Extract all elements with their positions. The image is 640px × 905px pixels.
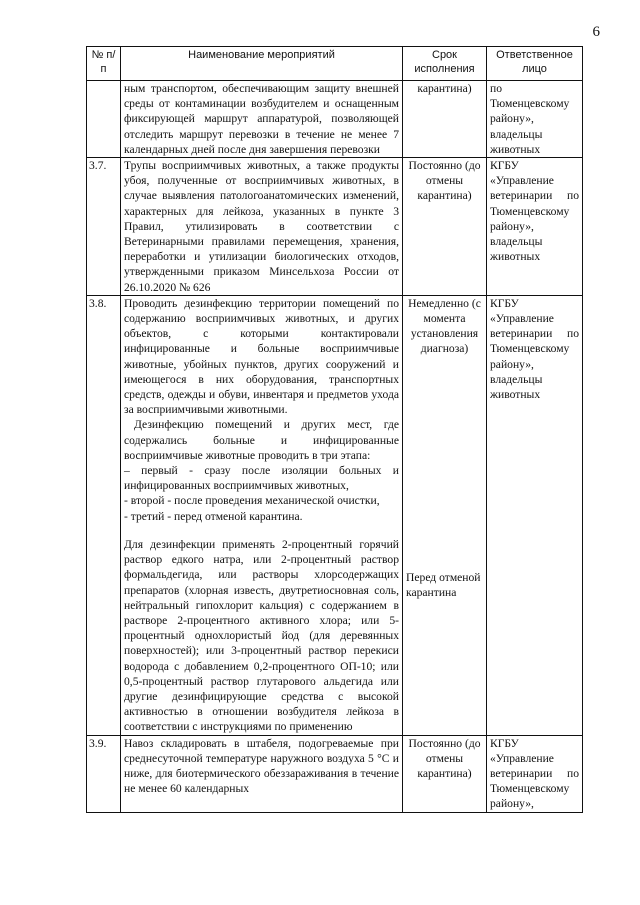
- row-term: [403, 295, 487, 735]
- stage-item: - второй - после проведения механической очистки,: [124, 494, 380, 508]
- term-before-quarantine-end: Перед отменой карантина: [406, 570, 481, 599]
- stage-item: - третий - перед отменой карантина.: [124, 509, 303, 523]
- term-immediately: Немедленно (с момента установления диагноза): [408, 296, 481, 356]
- row-activity: [121, 295, 403, 735]
- header-activity: Наименование мероприятий: [121, 47, 403, 81]
- activity-paragraph: Для дезинфекции применять 2-процентный горячий раствор едкого натра, или 2-процентный раствор формальдегида, или растворы хлорсодержащих препаратов (хлорная известь, двутретиосновная соль, нейтральный гипохлорит кальция) с содержанием в растворе 2-процентного активного хлора; или 5-процентный однохлористый йод (для деревянных поверхностей); или 3-процентный раствор перекиси водорода с добавлением 0,2-процентного ОП-10; или 0,5-процентный раствор глутарового альдегида или другие дезинфицирующие средства с высокой активностью в отношении возбудителя лейкоза в соответствии с инструкциями по применению: [124, 537, 399, 734]
- row-activity: ным транспортом, обеспечивающим защиту внешней среды от контаминации возбудителем и оснащенным фиксирующей маршрут аппаратурой, позволяющей отследить маршрут перевозки в течение не менее 7 календарных дней после дня завершения перевозки: [121, 81, 403, 158]
- table-row: [87, 158, 583, 296]
- row-responsible: КГБУ «Управление ветеринарии по Тюменцевскому району», владельцы животных: [487, 158, 583, 296]
- activity-paragraph: Дезинфекцию помещений и других мест, где содержались больные и инфицированные восприимчивые животные проводить в три этапа:: [124, 418, 399, 462]
- page-number: 6: [592, 24, 600, 40]
- header-num: № п/п: [87, 47, 121, 81]
- stage-item: – первый - сразу после изоляции больных и инфицированных восприимчивых животных,: [124, 464, 399, 493]
- measures-table: [86, 46, 583, 813]
- row-num: 3.7.: [87, 158, 121, 296]
- row-num: [87, 81, 121, 158]
- row-responsible: по Тюменцевскому району», владельцы животных: [487, 81, 583, 158]
- row-term: карантина): [403, 81, 487, 158]
- row-activity: Трупы восприимчивых животных, а также продукты убоя, полученные от восприимчивых животных, в случае выявления патологоанатомических изменений, характерных для лейкоза, указанных в пункте 3 Правил, утилизировать в соответствии с Ветеринарными правилами перемещения, хранения, переработки и утилизации биологических отходов, утвержденными приказом Минсельхоза России от 26.10.2020 № 626: [121, 158, 403, 296]
- row-term: Постоянно (до отмены карантина): [403, 735, 487, 812]
- table-row: [87, 295, 583, 735]
- table-row: [87, 735, 583, 812]
- row-num: 3.8.: [87, 295, 121, 735]
- row-responsible: КГБУ «Управление ветеринарии по Тюменцевскому району», владельцы животных: [487, 295, 583, 735]
- table-header-row: [87, 47, 583, 81]
- row-term: Постоянно (до отмены карантина): [403, 158, 487, 296]
- table-row: [87, 81, 583, 158]
- row-activity: Навоз складировать в штабеля, подогреваемые при среднесуточной температуре наружного воздуха 5 °С и ниже, для биотермического обеззараживания в течение не менее 60 календарных: [121, 735, 403, 812]
- row-num: 3.9.: [87, 735, 121, 812]
- header-responsible: Ответственное лицо: [487, 47, 583, 81]
- row-responsible: КГБУ «Управление ветеринарии по Тюменцевскому району»,: [487, 735, 583, 812]
- header-term: Срок исполнения: [403, 47, 487, 81]
- activity-paragraph: Проводить дезинфекцию территории помещений по содержанию восприимчивых животных, и других объектов, с которыми контактировали инфицированные и больные восприимчивые животные, убойных пунктов, других сооружений и имеющегося в них оборудования, транспортных средств, одежды и обуви, инвентаря и предметов ухода за восприимчивыми животными.: [124, 296, 399, 417]
